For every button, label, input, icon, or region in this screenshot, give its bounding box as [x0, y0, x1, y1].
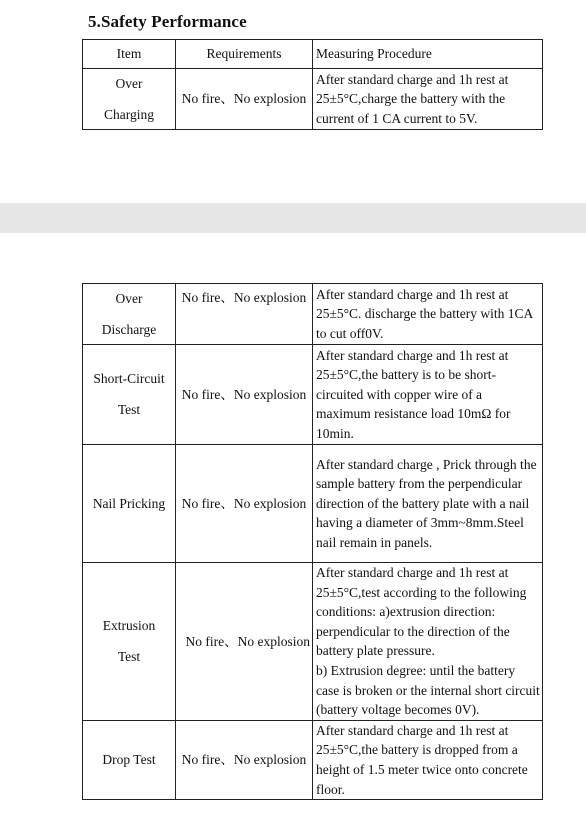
- header-item: Item: [83, 40, 176, 69]
- table-row: [83, 445, 543, 563]
- table-row: [83, 345, 543, 445]
- table-row: [83, 563, 543, 721]
- document-page-2: [0, 233, 586, 821]
- document-page-1: [0, 0, 586, 203]
- item-cell: [83, 445, 176, 563]
- item-line: Drop Test: [102, 752, 156, 768]
- requirement-cell: No fire、No explosion: [176, 284, 313, 345]
- procedure-cell: After standard charge and 1h rest at 25±5°C,the battery is to be short-circuited with copper wire of a maximum resistance load 10mΩ for 10min.: [313, 345, 543, 445]
- table-row: [83, 69, 543, 130]
- requirement-cell: No fire、No explosion: [176, 563, 313, 721]
- item-cell: [83, 720, 176, 799]
- requirement-cell: No fire、No explosion: [176, 345, 313, 445]
- table-row: [83, 720, 543, 799]
- item-line: Discharge: [101, 321, 157, 337]
- safety-table-2: [82, 283, 543, 800]
- procedure-cell: After standard charge and 1h rest at 25±5°C,charge the battery with the current of 1 CA current to 5V.: [313, 69, 543, 130]
- header-measuring-procedure: Measuring Procedure: [313, 40, 543, 69]
- item-line: Over: [115, 75, 143, 91]
- page-gap: [0, 203, 586, 233]
- item-cell: [83, 345, 176, 445]
- requirement-cell: No fire、No explosion: [176, 720, 313, 799]
- table-row: [83, 284, 543, 345]
- section-title: 5.Safety Performance: [88, 12, 247, 31]
- requirement-cell: No fire、No explosion: [176, 445, 313, 563]
- procedure-cell: After standard charge and 1h rest at 25±5°C. discharge the battery with 1CA to cut off0V.: [313, 284, 543, 345]
- item-line: Test: [117, 402, 141, 417]
- procedure-cell: [313, 563, 543, 721]
- procedure-text: After standard charge and 1h rest at 25±5°C,test according to the following conditions: a)extrusion direction: perpendicular to the direction of the battery plate pressure.: [316, 565, 527, 659]
- safety-table-1: [82, 39, 543, 130]
- requirement-cell: No fire、No explosion: [176, 69, 313, 130]
- table-header-row: [83, 40, 543, 69]
- item-cell: [83, 563, 176, 721]
- item-line: Test: [117, 648, 141, 664]
- procedure-cell: After standard charge and 1h rest at 25±5°C,the battery is dropped from a height of 1.5 meter twice onto concrete floor.: [313, 720, 543, 799]
- procedure-text-extra: b) Extrusion degree: until the battery case is broken or the internal short circuit (battery voltage becomes 0V).: [316, 662, 540, 718]
- item-cell: [83, 284, 176, 345]
- item-line: Over: [115, 290, 143, 306]
- header-requirements: Requirements: [176, 40, 313, 69]
- item-line: Short-Circuit: [93, 371, 165, 387]
- item-line: Nail Pricking: [92, 495, 166, 511]
- procedure-cell: After standard charge , Prick through the sample battery from the perpendicular direction of the battery plate with a nail having a diameter of 3mm~8mm.Steel nail remain in panels.: [313, 445, 543, 563]
- item-line: Charging: [104, 106, 154, 122]
- item-cell: [83, 69, 176, 130]
- item-line: Extrusion: [102, 618, 156, 634]
